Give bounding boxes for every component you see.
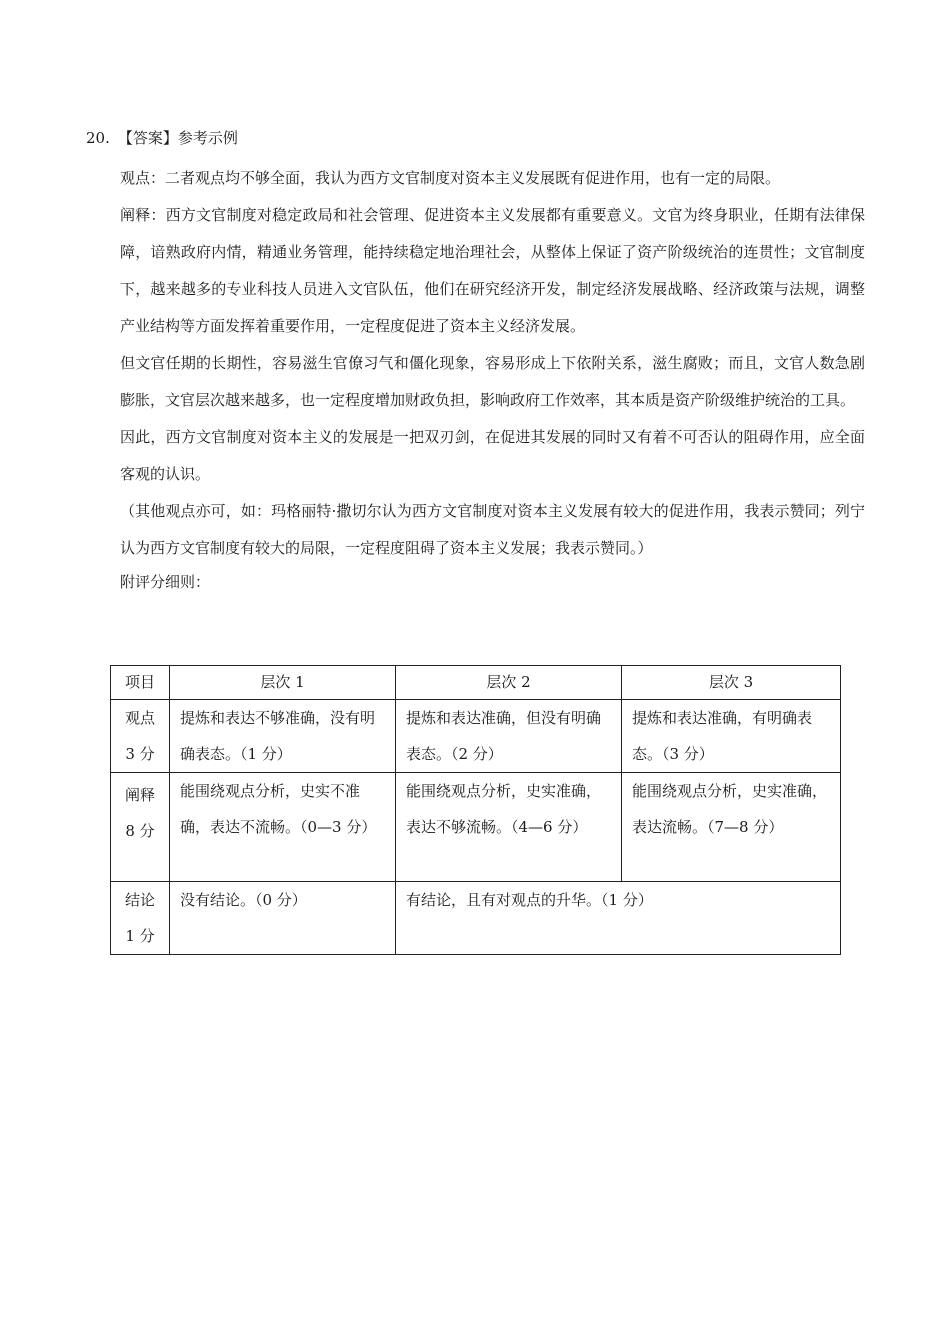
- level-1-cell: 没有结论。（0 分）: [170, 882, 396, 955]
- conclusion-paragraph: 因此，西方文官制度对资本主义的发展是一把双刃剑，在促进其发展的同时又有着不可否认的阻碍作用，应全面客观的认识。: [120, 428, 865, 483]
- header-level-2: 层次 2: [396, 666, 622, 700]
- rubric-row-explanation: [111, 773, 841, 882]
- rubric-table: [110, 665, 841, 955]
- row-item-name: 结论: [124, 891, 155, 909]
- rubric-header-row: [111, 666, 841, 700]
- viewpoint-paragraph: 观点：二者观点均不够全面，我认为西方文官制度对资本主义发展既有促进作用，也有一定的局限。: [120, 169, 781, 187]
- limitation-paragraph: 但文官任期的长期性，容易滋生官僚习气和僵化现象，容易形成上下依附关系，滋生腐败；而且，文官人数急剧膨胀，文官层次越来越多，也一定程度增加财政负担，影响政府工作效率，其本质是资产阶级维护统治的工具。: [120, 354, 865, 409]
- header-level-3: 层次 3: [622, 666, 841, 700]
- level-2-cell: 提炼和表达准确，但没有明确表态。（2 分）: [396, 700, 622, 773]
- header-level-1: 层次 1: [170, 666, 396, 700]
- row-points: 3 分: [125, 745, 155, 763]
- level-2-3-cell: 有结论，且有对观点的升华。（1 分）: [396, 882, 841, 955]
- row-item-name: 阐释: [124, 786, 155, 804]
- row-label: [111, 700, 170, 773]
- row-points: 8 分: [125, 822, 155, 840]
- explanation-paragraph: 阐释：西方文官制度对稳定政局和社会管理、促进资本主义发展都有重要意义。文官为终身职业，任期有法律保障，谙熟政府内情，精通业务管理，能持续稳定地治理社会，从整体上保证了资产阶级统治的连贯性；文官制度下，越来越多的专业科技人员进入文官队伍，他们在研究经济开发，制定经济发展战略、经济政策与法规，调整产业结构等方面发挥着重要作用，一定程度促进了资本主义经济发展。: [120, 206, 865, 335]
- question-number: 20.: [86, 129, 110, 147]
- level-2-cell: 能围绕观点分析，史实准确，表达不够流畅。（4—6 分）: [396, 773, 622, 882]
- row-label: [111, 773, 170, 882]
- level-3-cell: 能围绕观点分析，史实准确，表达流畅。（7—8 分）: [622, 773, 841, 882]
- header-item: 项目: [111, 666, 170, 700]
- row-points: 1 分: [125, 927, 155, 945]
- level-3-cell: 提炼和表达准确，有明确表态。（3 分）: [622, 700, 841, 773]
- rubric-title: 附评分细则：: [120, 573, 211, 591]
- level-1-cell: 能围绕观点分析，史实不准确，表达不流畅。（0—3 分）: [170, 773, 396, 882]
- row-label: [111, 882, 170, 955]
- row-item-name: 观点: [124, 709, 155, 727]
- answer-label: 【答案】参考示例: [117, 129, 238, 147]
- rubric-row-viewpoint: [111, 700, 841, 773]
- answer-body: [120, 160, 865, 597]
- question-heading: [86, 127, 238, 149]
- alternative-views-paragraph: （其他观点亦可，如：玛格丽特·撒切尔认为西方文官制度对资本主义发展有较大的促进作用，我表示赞同；列宁认为西方文官制度有较大的局限，一定程度阻碍了资本主义发展；我表示赞同。）: [120, 502, 865, 557]
- rubric-row-conclusion: [111, 882, 841, 955]
- level-1-cell: 提炼和表达不够准确，没有明确表态。（1 分）: [170, 700, 396, 773]
